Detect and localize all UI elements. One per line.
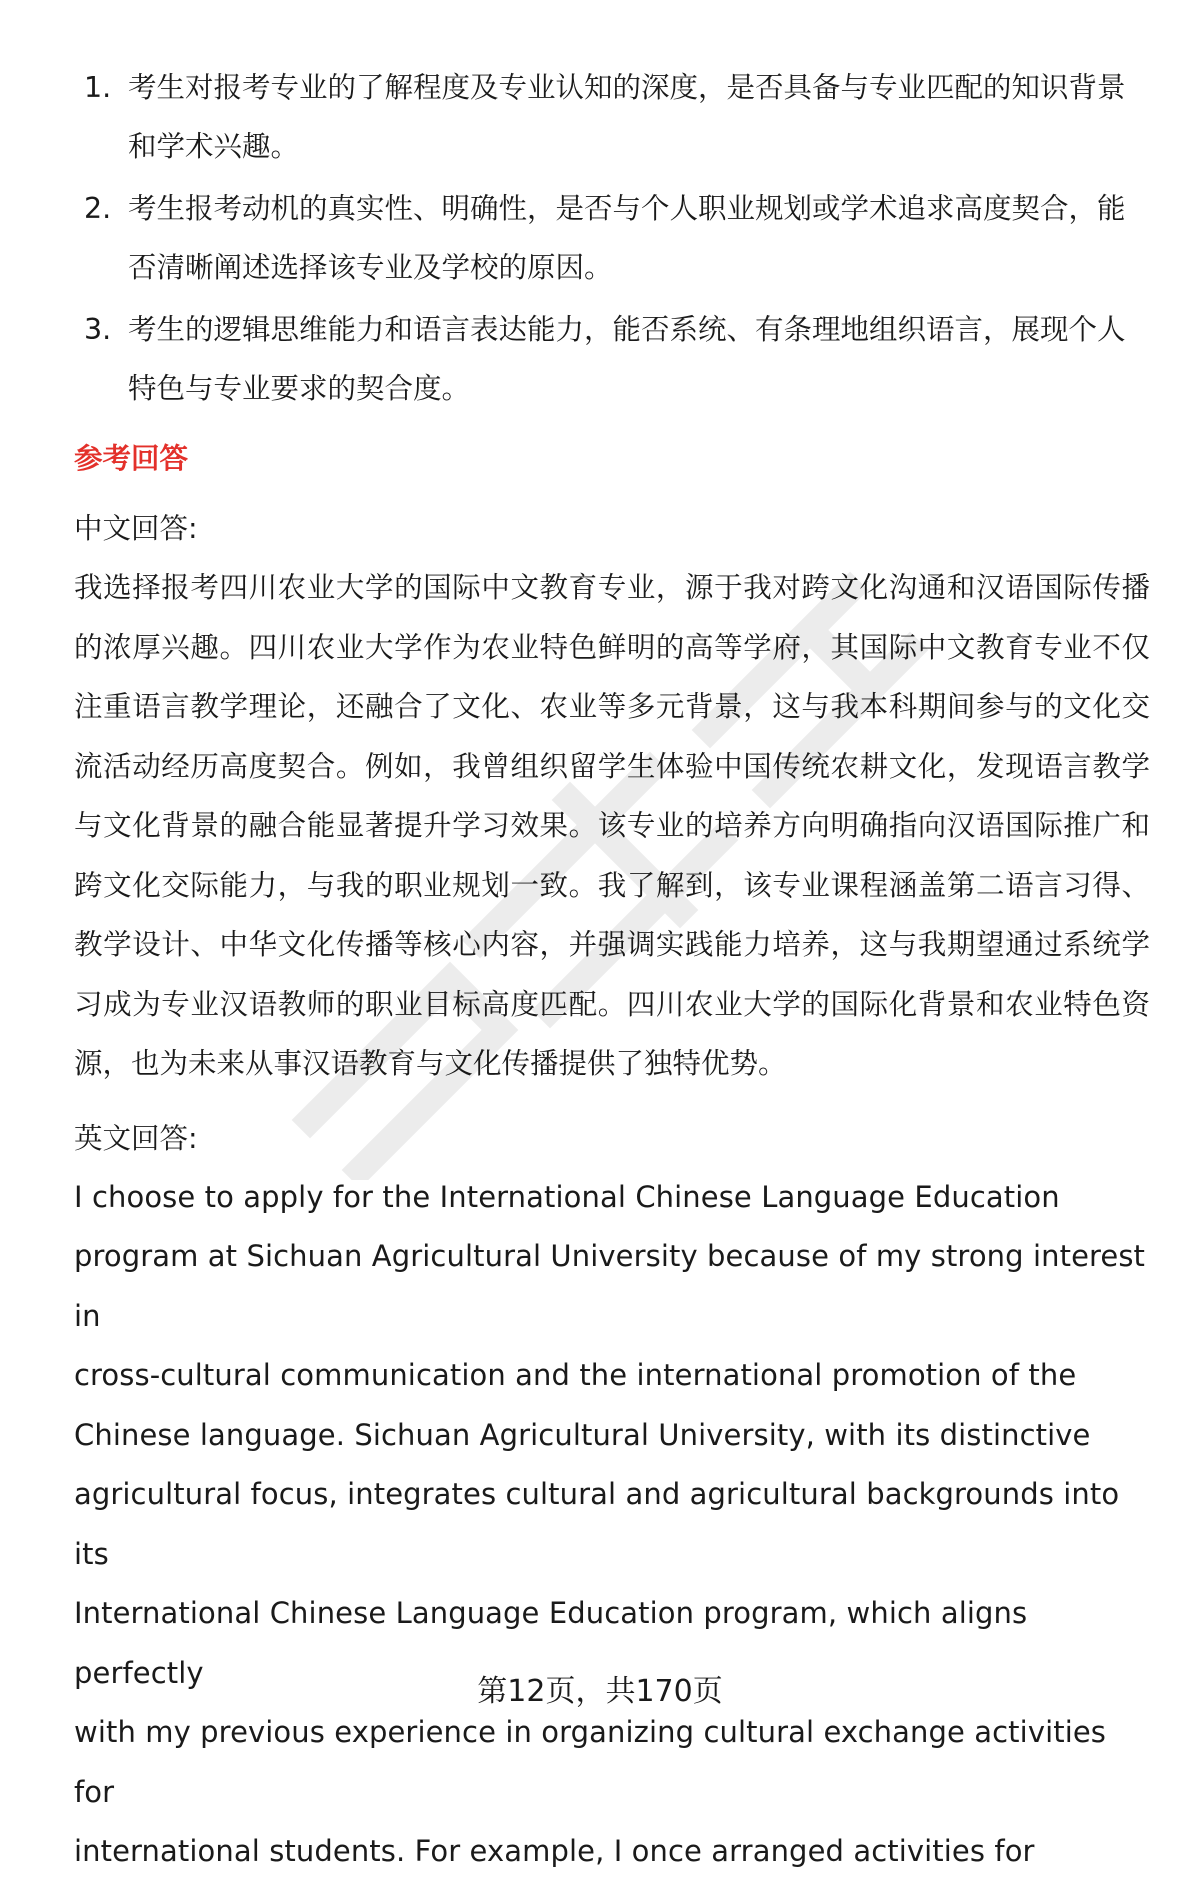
english-answer-line: I choose to apply for the International Chinese Language Education xyxy=(74,1179,1060,1214)
english-answer-line: cross-cultural communication and the international promotion of the xyxy=(74,1358,1077,1392)
english-answer-line: international students. For example, I once arranged activities for xyxy=(74,1834,1035,1868)
english-answer-line: International Chinese Language Education program, which aligns perfectly xyxy=(74,1596,1028,1690)
english-answer-label: 英文回答: xyxy=(74,1121,198,1155)
criteria-number: 3. xyxy=(84,313,112,346)
chinese-answer-label: 中文回答: xyxy=(74,512,198,545)
reference-answer-heading: 参考回答 xyxy=(74,442,189,475)
criteria-text: 考生的逻辑思维能力和语言表达能力，能否系统、有条理地组织语言，展现个人特色与专业要求的契合度。 xyxy=(128,313,1126,405)
english-answer-line: with my previous experience in organizing cultural exchange activities for xyxy=(74,1715,1107,1809)
criteria-item xyxy=(74,300,1150,418)
document-page xyxy=(74,58,1150,1882)
english-answer-text xyxy=(74,1168,1150,1882)
evaluation-criteria-list xyxy=(74,58,1150,418)
criteria-text: 考生对报考专业的了解程度及专业认知的深度，是否具备与专业匹配的知识背景和学术兴趣。 xyxy=(128,71,1126,163)
page-number-footer: 第12页，共170页 xyxy=(477,1674,723,1709)
english-answer-line: program at Sichuan Agricultural University because of my strong interest in xyxy=(74,1239,1146,1333)
criteria-number: 1. xyxy=(84,71,112,104)
english-answer-line: Chinese language. Sichuan Agricultural University, with its distinctive xyxy=(74,1417,1091,1452)
criteria-text: 考生报考动机的真实性、明确性，是否与个人职业规划或学术追求高度契合，能否清晰阐述选择该专业及学校的原因。 xyxy=(128,192,1126,284)
criteria-item xyxy=(74,58,1150,176)
criteria-number: 2. xyxy=(84,192,112,225)
english-answer-line: agricultural focus, integrates cultural and agricultural backgrounds into its xyxy=(74,1477,1120,1571)
criteria-item xyxy=(74,179,1150,297)
chinese-answer-text: 我选择报考四川农业大学的国际中文教育专业，源于我对跨文化沟通和汉语国际传播的浓厚兴趣。四川农业大学作为农业特色鲜明的高等学府，其国际中文教育专业不仅注重语言教学理论，还融合了文化、农业等多元背景，这与我本科期间参与的文化交流活动经历高度契合。例如，我曾组织留学生体验中国传统农耕文化，发现语言教学与文化背景的融合能显著提升学习效果。该专业的培养方向明确指向汉语国际推广和跨文化交际能力，与我的职业规划一致。我了解到，该专业课程涵盖第二语言习得、教学设计、中华文化传播等核心内容，并强调实践能力培养，这与我期望通过系统学习成为专业汉语教师的职业目标高度匹配。四川农业大学的国际化背景和农业特色资源，也为未来从事汉语教育与文化传播提供了独特优势。 xyxy=(74,571,1150,1080)
